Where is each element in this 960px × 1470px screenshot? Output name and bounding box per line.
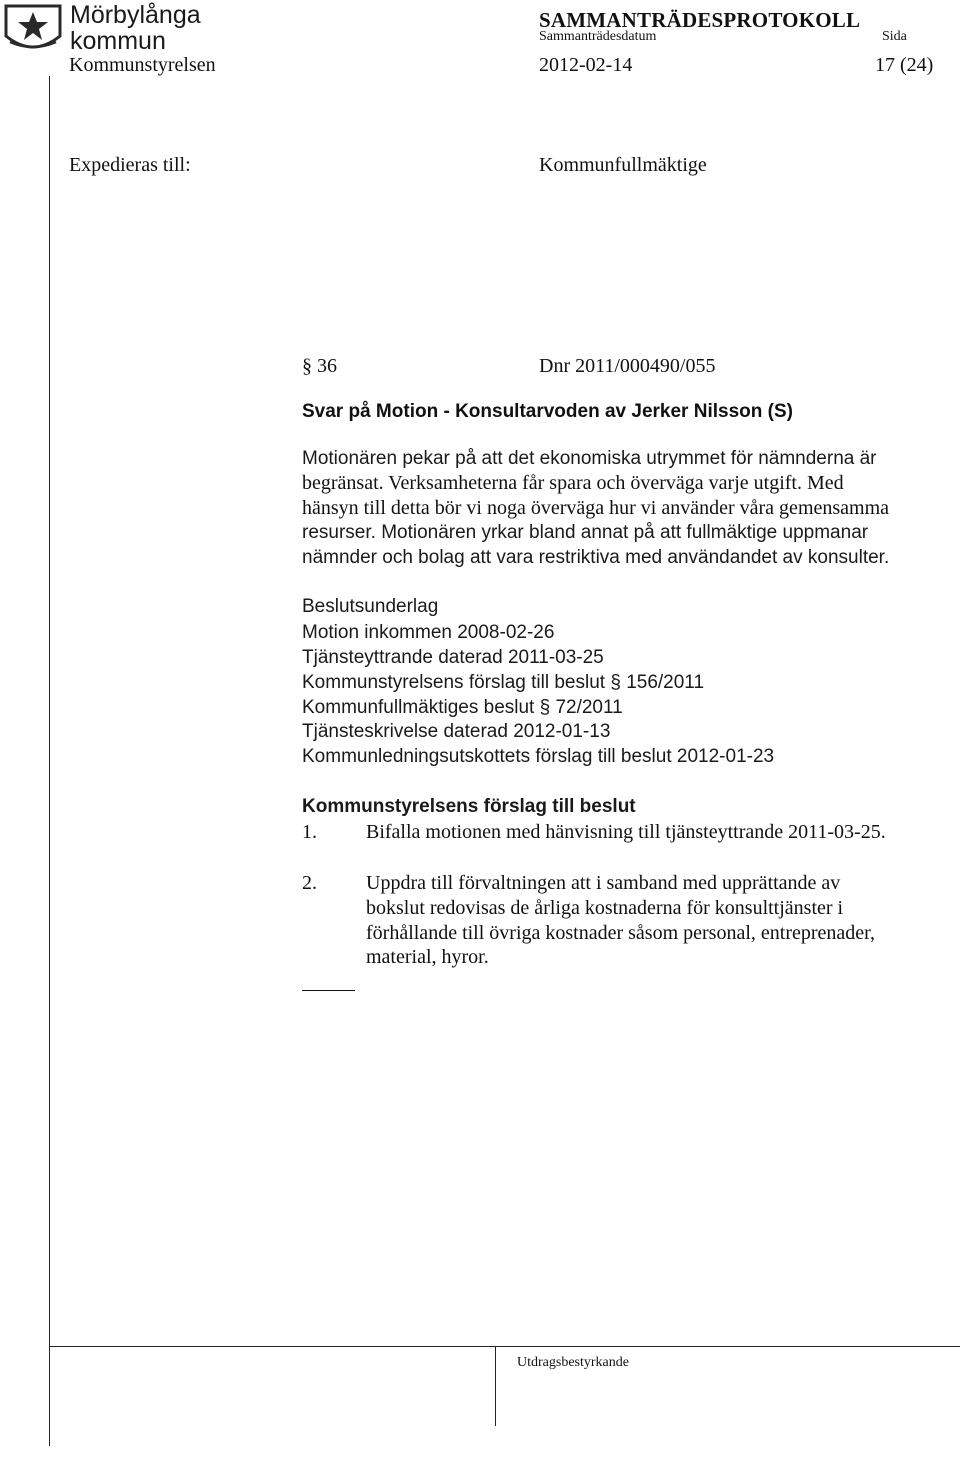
basis-line: Kommunledningsutskottets förslag till beslut 2012-01-23 [302,746,775,767]
footer-rule [49,1346,960,1347]
section-number [302,355,337,378]
basis-line: Motion inkommen 2008-02-26 [302,622,555,643]
page-label: Sida [882,29,907,44]
end-rule [302,990,355,991]
basis-line: Tjänsteyttrande daterad 2011-03-25 [302,647,604,668]
proposal-item-line: bokslut redovisas de årliga kostnaderna för konsulttjänster i [366,897,844,919]
proposal-item-number: 1. [302,821,317,843]
proposal-item-number: 2. [302,872,317,894]
page-number: 17 (24) [875,54,934,76]
document-type: SAMMANTRÄDESPROTOKOLL [539,8,861,32]
proposal-item-line: Uppdra till förvaltningen att i samband med upprättande av [366,872,841,894]
proposal-item-line: förhållande till övriga kostnader såsom personal, entreprenader, [366,922,876,944]
case-number: Dnr 2011/000490/055 [539,355,716,377]
section-number-value: 36 [317,355,337,377]
proposal-item-line: material, hyror. [366,946,489,968]
logo-text: Mörbylånga kommun [70,1,201,55]
meeting-date: 2012-02-14 [539,54,633,76]
margin-line [49,76,50,1446]
body-line: resurser. Motionären yrkar bland annat på att fullmäktige uppmanar [302,522,869,543]
body-line: begränsat. Verksamheterna får spara och överväga varje utgift. Med [302,472,844,494]
item-title: Svar på Motion - Konsultarvoden av Jerker Nilsson (S) [302,401,793,422]
section-symbol: § [302,355,312,377]
body-line: hänsyn till detta bör vi noga överväga hur vi använder våra gemensamma [302,497,890,519]
certification-label: Utdragsbestyrkande [517,1355,629,1370]
committee-name: Kommunstyrelsen [69,54,216,76]
basis-line: Tjänsteskrivelse daterad 2012-01-13 [302,721,611,742]
municipality-logo [2,2,64,58]
expedition-label: Expedieras till: [69,154,191,176]
basis-line: Kommunstyrelsens förslag till beslut § 156/2011 [302,672,705,693]
expedition-recipient: Kommunfullmäktige [539,154,707,176]
body-line: nämnder och bolag att vara restriktiva med användandet av konsulter. [302,547,890,568]
footer-divider [495,1346,496,1426]
basis-line: Kommunfullmäktiges beslut § 72/2011 [302,697,623,718]
body-line: Motionären pekar på att det ekonomiska utrymmet för nämnderna är [302,448,877,469]
basis-heading: Beslutsunderlag [302,596,439,617]
proposal-heading: Kommunstyrelsens förslag till beslut [302,796,636,817]
proposal-item-line: Bifalla motionen med hänvisning till tjänsteyttrande 2011-03-25. [366,821,886,843]
meeting-date-label: Sammanträdesdatum [539,29,657,44]
